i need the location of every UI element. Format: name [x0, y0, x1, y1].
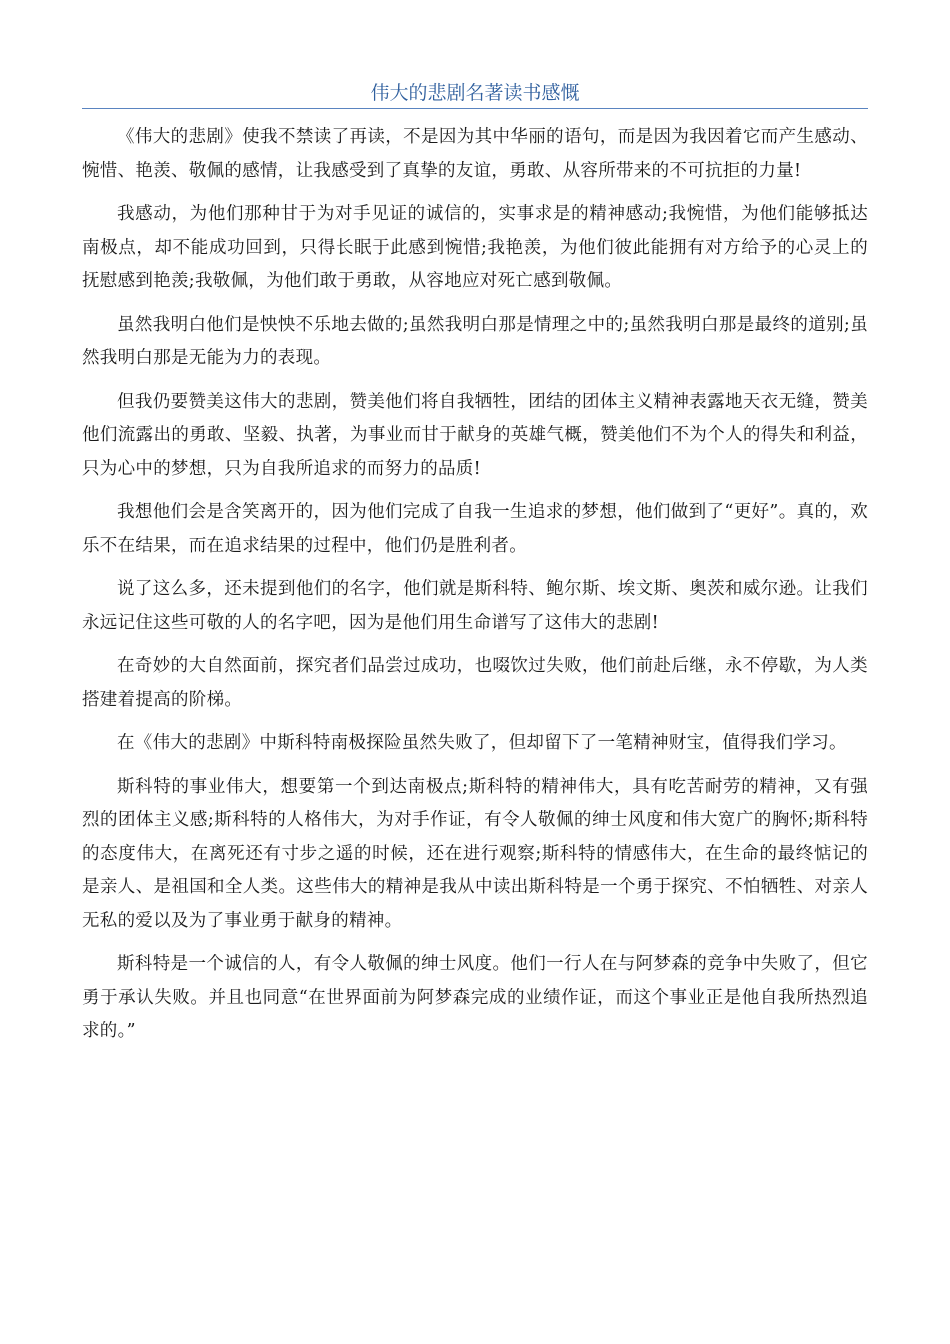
- paragraph: 虽然我明白他们是怏怏不乐地去做的;虽然我明白那是情理之中的;虽然我明白那是最终的道别;虽然我明白那是无能为力的表现。: [82, 314, 868, 368]
- title-underline: [82, 108, 868, 109]
- paragraph: 《伟大的悲剧》使我不禁读了再读，不是因为其中华丽的语句，而是因为我因着它而产生感动、惋惜、艳羡、敬佩的感情，让我感受到了真挚的友谊，勇敢、从容所带来的不可抗拒的力量!: [82, 127, 868, 181]
- paragraph: 斯科特的事业伟大，想要第一个到达南极点;斯科特的精神伟大，具有吃苦耐劳的精神，又有强烈的团体主义感;斯科特的人格伟大，为对手作证，有令人敬佩的绅士风度和伟大宽广的胸怀;斯科特的态度伟大，在离死还有寸步之遥的时候，还在进行观察;斯科特的情感伟大，在生命的最终惦记的是亲人、是祖国和全人类。这些伟大的精神是我从中读出斯科特是一个勇于探究、不怕牺牲、对亲人无私的爱以及为了事业勇于献身的精神。: [82, 776, 868, 931]
- paragraph: 说了这么多，还未提到他们的名字，他们就是斯科特、鲍尔斯、埃文斯、奥茨和威尔逊。让我们永远记住这些可敬的人的名字吧，因为是他们用生命谱写了这伟大的悲剧!: [82, 579, 868, 633]
- paragraph: 但我仍要赞美这伟大的悲剧，赞美他们将自我牺牲，团结的团体主义精神表露地天衣无缝，赞美他们流露出的勇敢、坚毅、执著，为事业而甘于献身的英雄气概，赞美他们不为个人的得失和利益，只为心中的梦想，只为自我所追求的而努力的品质!: [82, 391, 868, 479]
- paragraph: 斯科特是一个诚信的人，有令人敬佩的绅士风度。他们一行人在与阿梦森的竞争中失败了，但它勇于承认失败。并且也同意“在世界面前为阿梦森完成的业绩作证，而这个事业正是他自我所热烈追求的。”: [82, 954, 868, 1041]
- document-page: [82, 80, 868, 1059]
- paragraph: 我想他们会是含笑离开的，因为他们完成了自我一生追求的梦想，他们做到了“更好”。真的，欢乐不在结果，而在追求结果的过程中，他们仍是胜利者。: [82, 502, 868, 556]
- document-title: 伟大的悲剧名著读书感慨: [370, 82, 580, 104]
- paragraph: 在《伟大的悲剧》中斯科特南极探险虽然失败了，但却留下了一笔精神财宝，值得我们学习。: [117, 733, 847, 753]
- paragraph: 在奇妙的大自然面前，探究者们品尝过成功，也啜饮过失败，他们前赴后继，永不停歇，为人类搭建着提高的阶梯。: [82, 656, 868, 710]
- paragraph: 我感动，为他们那种甘于为对手见证的诚信的，实事求是的精神感动;我惋惜，为他们能够抵达南极点，却不能成功回到，只得长眠于此感到惋惜;我艳羡，为他们彼此能拥有对方给予的心灵上的抚慰感到艳羡;我敬佩，为他们敢于勇敢，从容地应对死亡感到敬佩。: [82, 204, 868, 291]
